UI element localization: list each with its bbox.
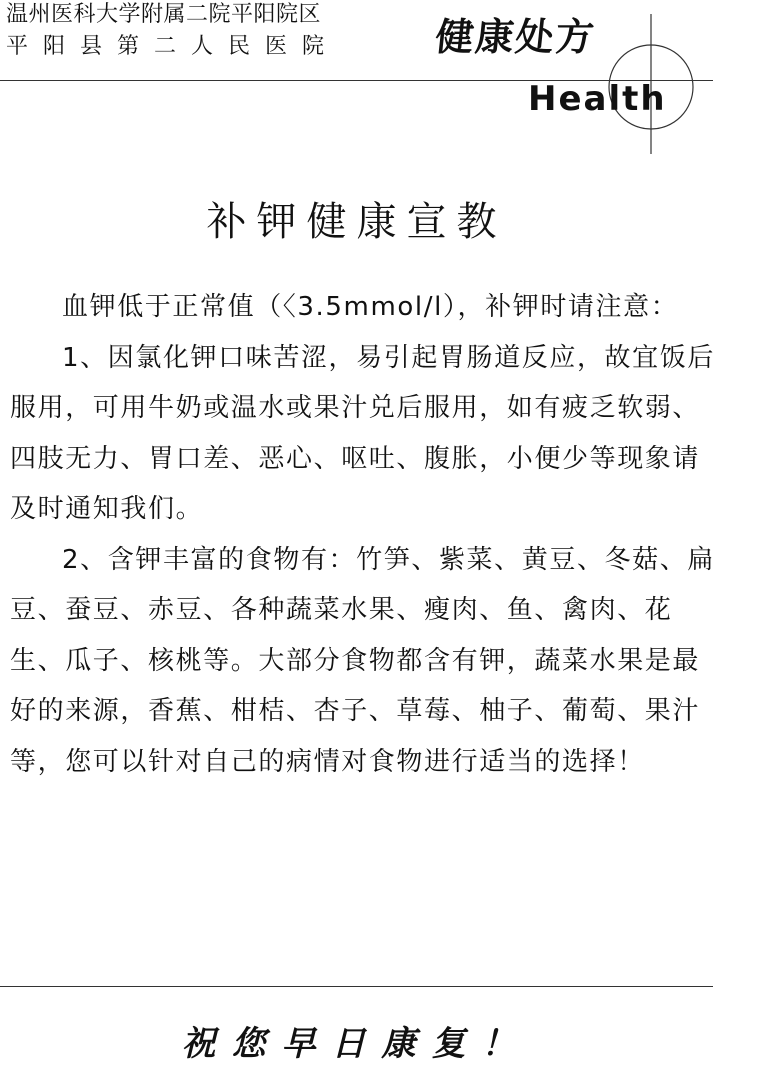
closing-wish: 祝您早日康复！ <box>181 1024 532 1064</box>
brand-title: 健康处方 <box>433 14 599 59</box>
document-body <box>10 282 715 787</box>
hospital-name <box>6 0 339 64</box>
page-title: 补钾健康宣教 <box>206 199 507 245</box>
hospital-name-line1: 温州医科大学附属二院平阳院区 <box>6 2 322 27</box>
footer-divider <box>0 986 713 987</box>
intro-paragraph: 血钾低于正常值（〈3.5mmol/l），补钾时请注意： <box>62 292 679 322</box>
instruction-paragraph-2: 2、含钾丰富的食物有：竹笋、紫菜、黄豆、冬菇、扁豆、蚕豆、赤豆、各种蔬菜水果、瘦肉、鱼、禽肉、花生、瓜子、核桃等。大部分食物都含有钾，蔬菜水果是最好的来源，香蕉、柑桔、杏子、草莓、柚子、葡萄、果汁等，您可以针对自己的病情对食物进行适当的选择！ <box>10 544 715 777</box>
hospital-name-line2: 平阳县第二人民医院 <box>6 34 340 59</box>
instruction-paragraph-1: 1、因氯化钾口味苦涩，易引起胃肠道反应，故宜饭后服用，可用牛奶或温水或果汁兑后服用，如有疲乏软弱、四肢无力、胃口差、恶心、呕吐、腹胀，小便少等现象请及时通知我们。 <box>10 342 715 524</box>
brand-subtitle: Health <box>528 79 667 119</box>
